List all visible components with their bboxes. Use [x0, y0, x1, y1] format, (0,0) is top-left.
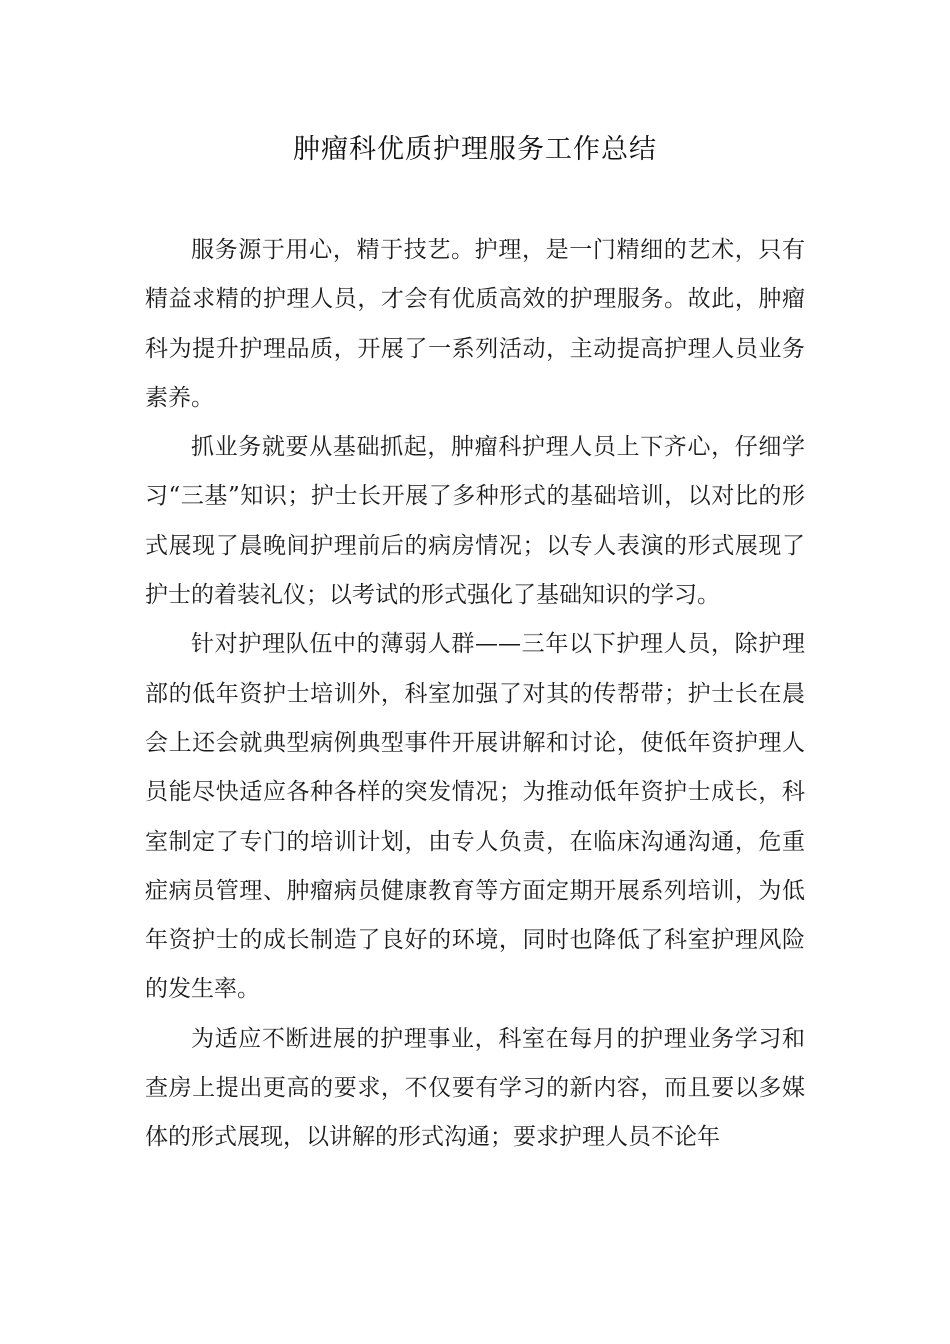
paragraph-3: 针对护理队伍中的薄弱人群——三年以下护理人员，除护理部的低年资护士培训外，科室加强了对其的传帮带；护士长在晨会上还会就典型病例典型事件开展讲解和讨论，使低年资护理人员能尽快适应各种各样的突发情况；为推动低年资护士成长，科室制定了专门的培训计划，由专人负责，在临床沟通沟通，危重症病员管理、肿瘤病员健康教育等方面定期开展系列培训，为低年资护士的成长制造了良好的环境，同时也降低了科室护理风险的发生率。 — [145, 631, 805, 1003]
document-title: 肿瘤科优质护理服务工作总结 — [293, 134, 657, 165]
paragraph-1: 服务源于用心，精于技艺。护理，是一门精细的艺术，只有精益求精的护理人员，才会有优质高效的护理服务。故此，肿瘤科为提升护理品质，开展了一系列活动，主动提高护理人员业务素养。 — [145, 237, 805, 411]
paragraph-2: 抓业务就要从基础抓起，肿瘤科护理人员上下齐心，仔细学习“三基”知识；护士长开展了多种形式的基础培训，以对比的形式展现了晨晚间护理前后的病房情况；以专人表演的形式展现了护士的着装礼仪；以考试的形式强化了基础知识的学习。 — [145, 434, 805, 609]
paragraph-4: 为适应不断进展的护理事业，科室在每月的护理业务学习和查房上提出更高的要求，不仅要有学习的新内容，而且要以多媒体的形式展现，以讲解的形式沟通；要求护理人员不论年 — [145, 1025, 805, 1151]
document-body — [145, 226, 805, 1163]
